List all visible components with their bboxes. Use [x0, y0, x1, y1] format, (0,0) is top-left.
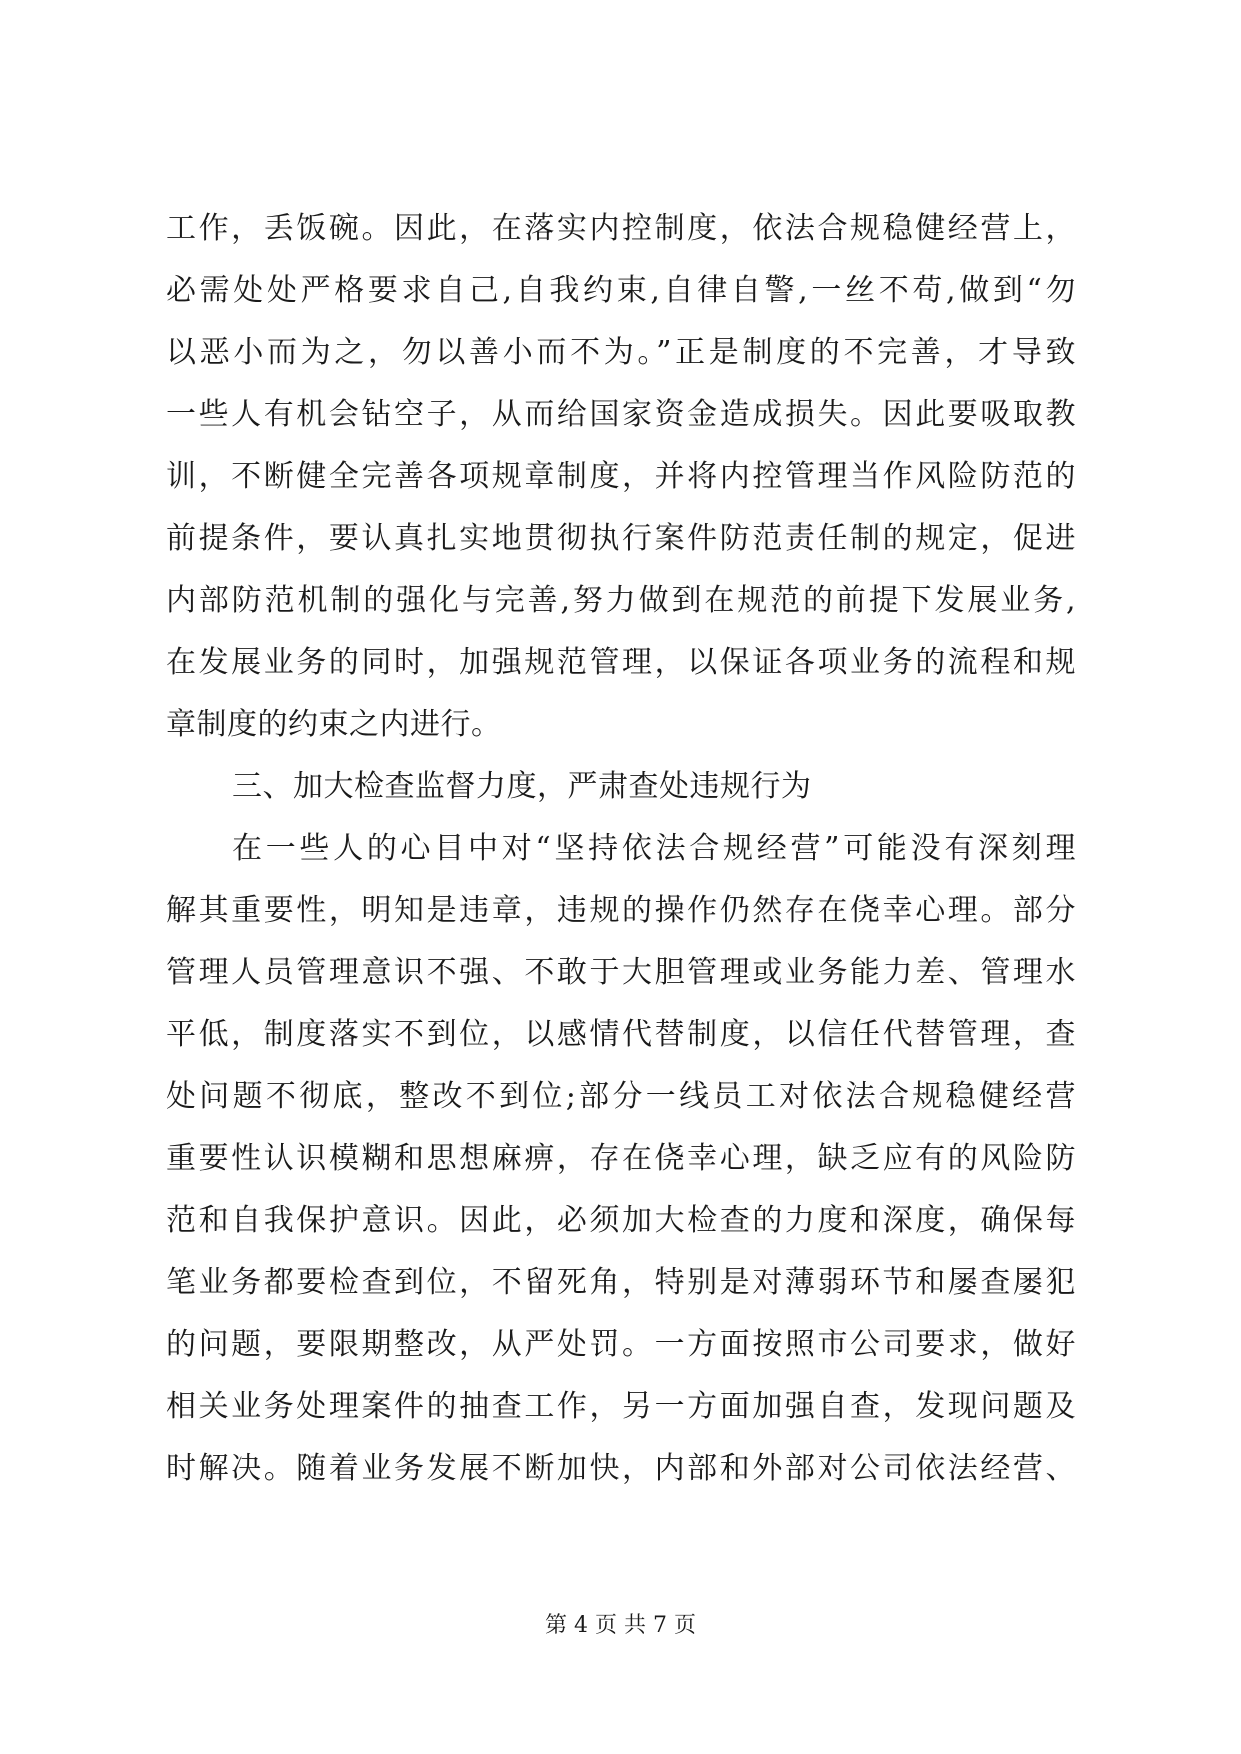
text-line: 管理人员管理意识不强、不敢于大胆管理或业务能力差、管理水: [166, 955, 1076, 990]
text-line: 以恶小而为之，勿以善小而不为。”正是制度的不完善，才导致: [166, 335, 1076, 370]
text-line: 训，不断健全完善各项规章制度，并将内控管理当作风险防范的: [166, 459, 1076, 494]
text-line: 必需处处严格要求自己,自我约束,自律自警,一丝不苟,做到“勿: [166, 273, 1076, 308]
text-line: 一些人有机会钻空子，从而给国家资金造成损失。因此要吸取教: [166, 397, 1076, 432]
text-line: 在一些人的心目中对“坚持依法合规经营”可能没有深刻理: [232, 831, 1076, 866]
text-line: 笔业务都要检查到位，不留死角，特别是对薄弱环节和屡查屡犯: [166, 1265, 1076, 1300]
text-line: 在发展业务的同时，加强规范管理，以保证各项业务的流程和规: [166, 645, 1076, 680]
text-line: 处问题不彻底，整改不到位;部分一线员工对依法合规稳健经营: [166, 1079, 1076, 1114]
text-line: 范和自我保护意识。因此，必须加大检查的力度和深度，确保每: [166, 1203, 1076, 1238]
text-line: 重要性认识模糊和思想麻痹，存在侥幸心理，缺乏应有的风险防: [166, 1141, 1076, 1176]
text-line: 的问题，要限期整改，从严处罚。一方面按照市公司要求，做好: [166, 1327, 1076, 1362]
text-line: 工作，丢饭碗。因此，在落实内控制度，依法合规稳健经营上，: [166, 211, 1076, 246]
section-heading: 三、加大检查监督力度，严肃查处违规行为: [232, 769, 812, 804]
text-line: 前提条件，要认真扎实地贯彻执行案件防范责任制的规定，促进: [166, 521, 1076, 556]
text-line: 解其重要性，明知是违章，违规的操作仍然存在侥幸心理。部分: [166, 893, 1076, 928]
page-number-footer: 第 4 页 共 7 页: [545, 1613, 696, 1638]
text-line: 平低，制度落实不到位，以感情代替制度，以信任代替管理，查: [166, 1017, 1076, 1052]
text-line: 相关业务处理案件的抽查工作，另一方面加强自查，发现问题及: [166, 1389, 1076, 1424]
text-line: 章制度的约束之内进行。: [166, 707, 502, 742]
body-text: [166, 198, 1076, 1500]
text-line: 时解决。随着业务发展不断加快，内部和外部对公司依法经营、: [166, 1451, 1076, 1486]
text-line: 内部防范机制的强化与完善,努力做到在规范的前提下发展业务,: [166, 583, 1076, 618]
